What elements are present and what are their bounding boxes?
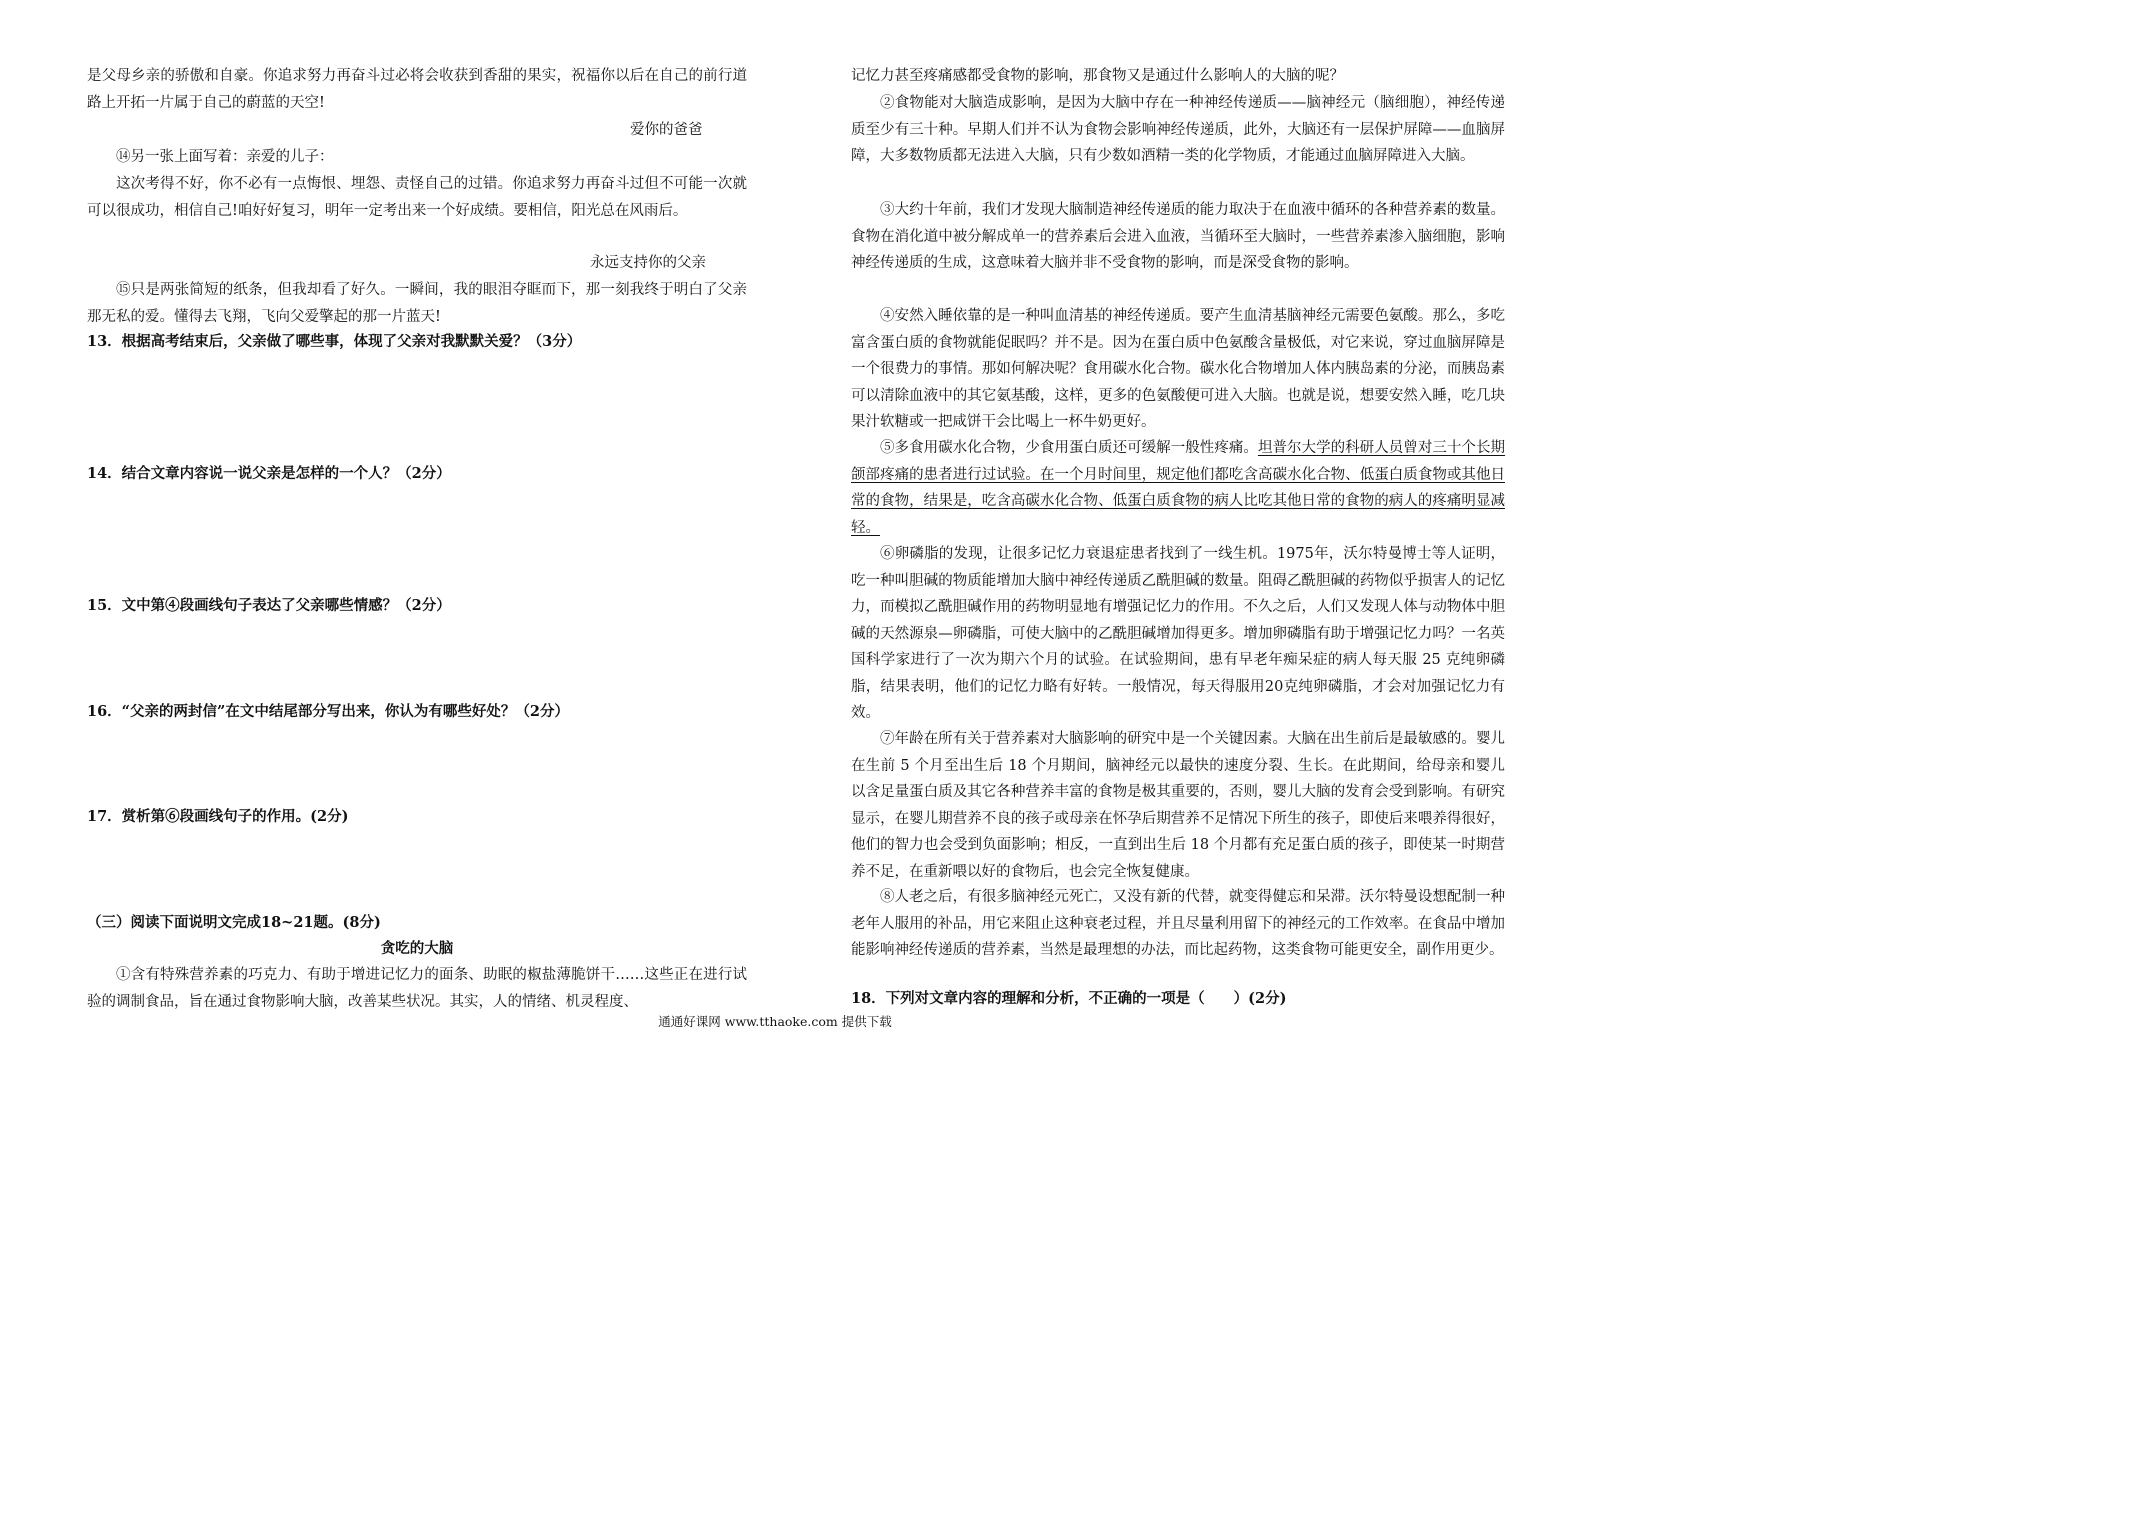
signature-father: 爱你的爸爸 [630,122,703,138]
question-13: 13．根据高考结束后，父亲做了哪些事，体现了父亲对我默默关爱？（3分） [87,333,582,350]
underlined-sentence: 坦普尔大学的科研人员曾对三十个长期颌部疼痛的患者进行过试验。在一个月时间里，规定他们都吃含高碳水化合物、低蛋白质食物或其他日常的食物，结果是，吃含高碳水化合物、低蛋白质食物的病人比吃其他日常的食物的病人的疼痛明显减轻。 [851,440,1506,536]
question-16: 16．“父亲的两封信”在文中结尾部分写出来，你认为有哪些好处？（2分） [87,703,569,720]
question-14: 14．结合文章内容说一说父亲是怎样的一个人？（2分） [87,465,451,482]
paragraph-15: ⑮只是两张简短的纸条，但我却看了好久。一瞬间，我的眼泪夺眶而下，那一刻我终于明白了父亲那无私的爱。懂得去飞翔，飞向父爱擎起的那一片蓝天! [87,282,747,325]
question-15: 15．文中第④段画线句子表达了父亲哪些情感？（2分） [87,597,451,614]
article-paragraph-2: ②食物能对大脑造成影响，是因为大脑中存在一种神经传递质——脑神经元（脑细胞），神经传递质至少有三十种。早期人们并不认为食物会影响神经传递质，此外，大脑还有一层保护屏障——血脑屏障，大多数物质都无法进入大脑，只有少数如酒精一类的化学物质，才能通过血脑屏障进入大脑。 [851,95,1505,164]
paragraph-14: ⑭另一张上面写着：亲爱的儿子： [116,149,334,165]
article-paragraph-6: ⑥卵磷脂的发现，让很多记忆力衰退症患者找到了一线生机。1975年，沃尔特曼博士等人证明，吃一种叫胆碱的物质能增加大脑中神经传递质乙酰胆碱的数量。阻碍乙酰胆碱的药物似乎损害人的记忆力，而模拟乙酰胆碱作用的药物明显地有增强记忆力的作用。不久之后，人们又发现人体与动物体中胆碱的天然源泉—卵磷脂，可使大脑中的乙酰胆碱增加得更多。增加卵磷脂有助于增强记忆力吗？一名英国科学家进行了一次为期六个月的试验。在试验期间，患有早老年痴呆症的病人每天服 25 克纯卵磷脂，结果表明，他们的记忆力略有好转。一般情况，每天得服用20克纯卵磷脂，才会对加强记忆力有效。 [851,546,1505,721]
paragraph-5-lead: ⑤多食用碳水化合物，少食用蛋白质还可缓解一般性疼痛。 [880,440,1258,456]
footer-source: 通通好课网 www.tthaoke.com 提供下载 [658,1014,892,1029]
paragraph-continuation: 是父母乡亲的骄傲和自豪。你追求努力再奋斗过必将会收获到香甜的果实，祝福你以后在自己的前行道路上开拓一片属于自己的蔚蓝的天空! [87,68,747,111]
article-paragraph-3: ③大约十年前，我们才发现大脑制造神经传递质的能力取决于在血液中循环的各种营养素的数量。食物在消化道中被分解成单一的营养素后会进入血液，当循环至大脑时，一些营养素渗入脑细胞，影响神经传递质的生成，这意味着大脑并非不受食物的影响，而是深受食物的影响。 [851,202,1505,271]
article-paragraph-1: ①含有特殊营养素的巧克力、有助于增进记忆力的面条、助眠的椒盐薄脆饼干……这些正在进行试验的调制食品，旨在通过食物影响大脑，改善某些状况。其实，人的情绪、机灵程度、 [87,967,747,1010]
section-3-heading: （三）阅读下面说明文完成18~21题。(8分) [87,914,381,931]
signature-father-support: 永远支持你的父亲 [590,255,706,271]
question-17: 17．赏析第⑥段画线句子的作用。(2分) [87,808,349,825]
article-paragraph-1-continuation: 记忆力甚至疼痛感都受食物的影响，那食物又是通过什么影响人的大脑的呢？ [851,68,1344,84]
article-paragraph-4: ④安然入睡依靠的是一种叫血清基的神经传递质。要产生血清基脑神经元需要色氨酸。那么，多吃富含蛋白质的食物就能促眠吗？并不是。因为在蛋白质中色氨酸含量极低，对它来说，穿过血脑屏障是一个很费力的事情。那如何解决呢？食用碳水化合物。碳水化合物增加人体内胰岛素的分泌，而胰岛素可以清除血液中的其它氨基酸，这样，更多的色氨酸便可进入大脑。也就是说，想要安然入睡，吃几块果汁软糖或一把咸饼干会比喝上一杯牛奶更好。 [851,308,1505,430]
article-paragraph-5 [851,435,1505,541]
article-paragraph-7: ⑦年龄在所有关于营养素对大脑影响的研究中是一个关键因素。大脑在出生前后是最敏感的。婴儿在生前 5 个月至出生后 18 个月期间，脑神经元以最快的速度分裂、生长。在此期间，给母亲和婴儿以含足量蛋白质及其它各种营养丰富的食物是极其重要的，否则，婴儿大脑的发育会受到影响。有研究显示，在婴儿期营养不良的孩子或母亲在怀孕后期营养不足情况下所生的孩子，即使后来喂养得很好，他们的智力也会受到负面影响；相反，一直到出生后 18 个月都有充足蛋白质的孩子，即使某一时期营养不足，在重新喂以好的食物后，也会完全恢复健康。 [851,731,1505,880]
article-title: 贪吃的大脑 [380,940,454,957]
article-paragraph-8: ⑧人老之后，有很多脑神经元死亡，又没有新的代替，就变得健忘和呆滞。沃尔特曼设想配制一种老年人服用的补品，用它来阻止这种衰老过程，并且尽量利用留下的神经元的工作效率。在食品中增加能影响神经传递质的营养素，当然是最理想的办法，而比起药物，这类食物可能更安全，副作用更少。 [851,889,1505,958]
question-18: 18．下列对文章内容的理解和分析，不正确的一项是（ ）(2分) [851,990,1287,1007]
paragraph-14-letter: 这次考得不好，你不必有一点悔恨、埋怨、责怪自己的过错。你追求努力再奋斗过但不可能一次就可以很成功，相信自己!咱好好复习，明年一定考出来一个好成绩。要相信，阳光总在风雨后。 [87,176,747,219]
